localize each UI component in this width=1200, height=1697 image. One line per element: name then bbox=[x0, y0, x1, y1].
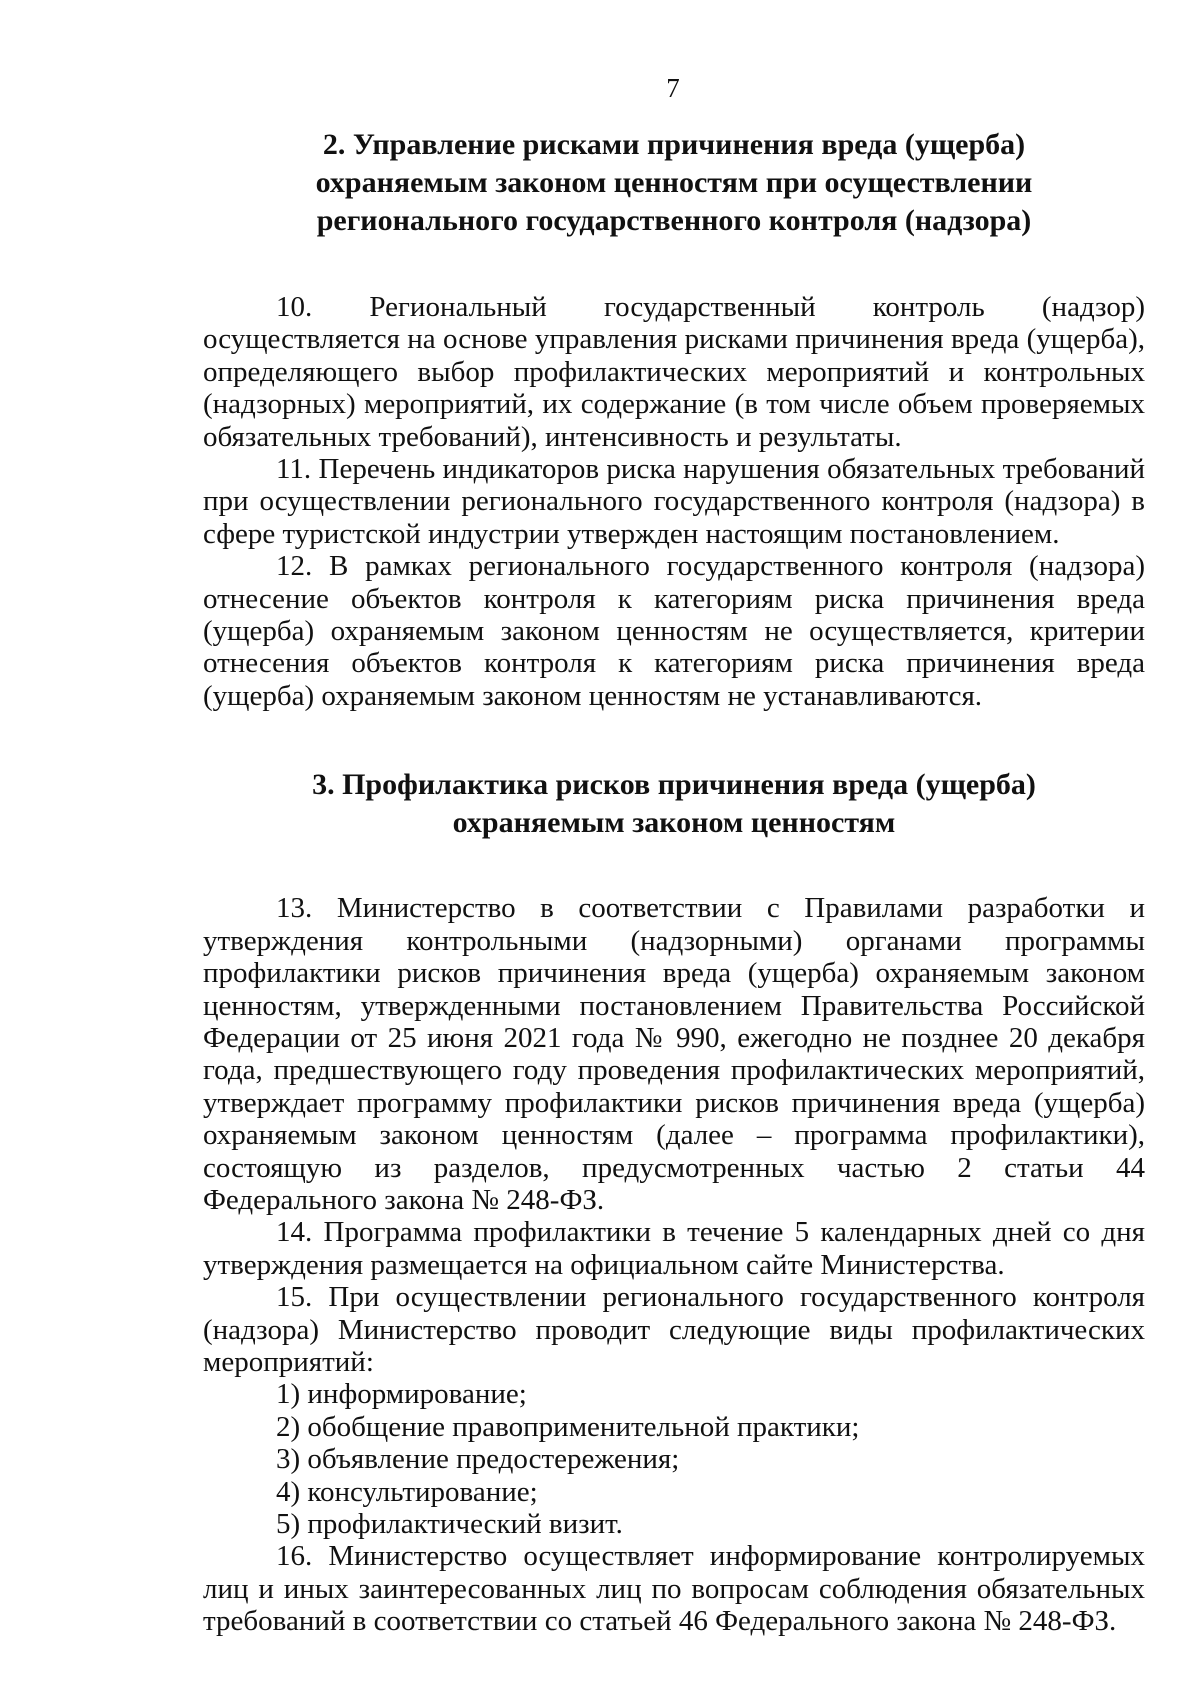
document-content bbox=[203, 126, 1145, 1638]
paragraph-text: Программа профилактики в течение 5 календарных дней со дня утверждения размещается на официальном сайте Министерства. bbox=[203, 1216, 1146, 1281]
list-item-informing: 1) информирование; bbox=[276, 1378, 527, 1411]
page-number: 7 bbox=[666, 73, 680, 103]
list-item-consulting: 4) консультирование; bbox=[276, 1475, 538, 1508]
section-3-body bbox=[203, 892, 1145, 1637]
section-2-body bbox=[203, 291, 1145, 712]
section-2-heading: 2. Управление рисками причинения вреда (ущерба) охраняемым законом ценностям при осуществлении регионального государственного контроля (надзора) bbox=[315, 128, 1033, 237]
list-item-practice-summary: 2) обобщение правоприменительной практики; bbox=[276, 1410, 860, 1443]
paragraph-text: При осуществлении регионального государственного контроля (надзора) Министерство проводит следующие виды профилактических мероприятий: bbox=[203, 1281, 1146, 1378]
paragraph-text: Перечень индикаторов риска нарушения обязательных требований при осуществлении регионального государственного контроля (надзора) в сфере туристской индустрии утвержден настоящим постановлением. bbox=[203, 453, 1146, 550]
paragraph-number: 16. bbox=[276, 1540, 313, 1573]
section-3-heading: 3. Профилактика рисков причинения вреда (ущерба) охраняемым законом ценностям bbox=[312, 768, 1036, 840]
paragraph-12 bbox=[203, 550, 1145, 712]
list-item-warning: 3) объявление предостережения; bbox=[276, 1443, 680, 1476]
paragraph-16 bbox=[203, 1540, 1145, 1637]
paragraph-number: 11. bbox=[276, 453, 312, 486]
paragraph-10 bbox=[203, 291, 1145, 453]
paragraph-13 bbox=[203, 892, 1145, 1216]
paragraph-text: Министерство осуществляет информирование контролируемых лиц и иных заинтересованных лиц по вопросам соблюдения обязательных требований в соответствии со статьей 46 Федерального закона № 248-ФЗ. bbox=[203, 1540, 1146, 1638]
paragraph-11 bbox=[203, 453, 1145, 550]
paragraph-14 bbox=[203, 1216, 1145, 1281]
paragraph-text: Министерство в соответствии с Правилами разработки и утверждения контрольными (надзорными) органами программы профилактики рисков причинения вреда (ущерба) охраняемым законом ценностям, утвержденными постановлением Правительства Российской Федерации от 25 июня 2021 года № 990, ежегодно не позднее 20 декабря года, предшествующего году проведения профилактических мероприятий, утверждает программу профилактики рисков причинения вреда (ущерба) охраняемым законом ценностям (далее – программа профилактики), состоящую из разделов, предусмотренных частью 2 статьи 44 Федерального закона № 248-ФЗ. bbox=[203, 892, 1146, 1216]
paragraph-text: Региональный государственный контроль (надзор) осуществляется на основе управления рисками причинения вреда (ущерба), определяющего выбор профилактических мероприятий и контрольных (надзорных) мероприятий, их содержание (в том числе объем проверяемых обязательных требований), интенсивность и результаты. bbox=[203, 291, 1145, 453]
list-item-preventive-visit: 5) профилактический визит. bbox=[276, 1508, 623, 1540]
paragraph-number: 12. bbox=[276, 550, 313, 583]
paragraph-text: В рамках регионального государственного контроля (надзора) отнесение объектов контроля к категориям риска причинения вреда (ущерба) охраняемым законом ценностям не осуществляется, критерии отнесения объектов контроля к категориям риска причинения вреда (ущерба) охраняемым законом ценностям не устанавливаются. bbox=[203, 550, 1146, 712]
paragraph-number: 14. bbox=[276, 1216, 313, 1249]
paragraph-number: 15. bbox=[276, 1281, 313, 1314]
paragraph-number: 13. bbox=[276, 892, 313, 925]
paragraph-number: 10. bbox=[276, 291, 313, 323]
paragraph-15 bbox=[203, 1281, 1145, 1378]
